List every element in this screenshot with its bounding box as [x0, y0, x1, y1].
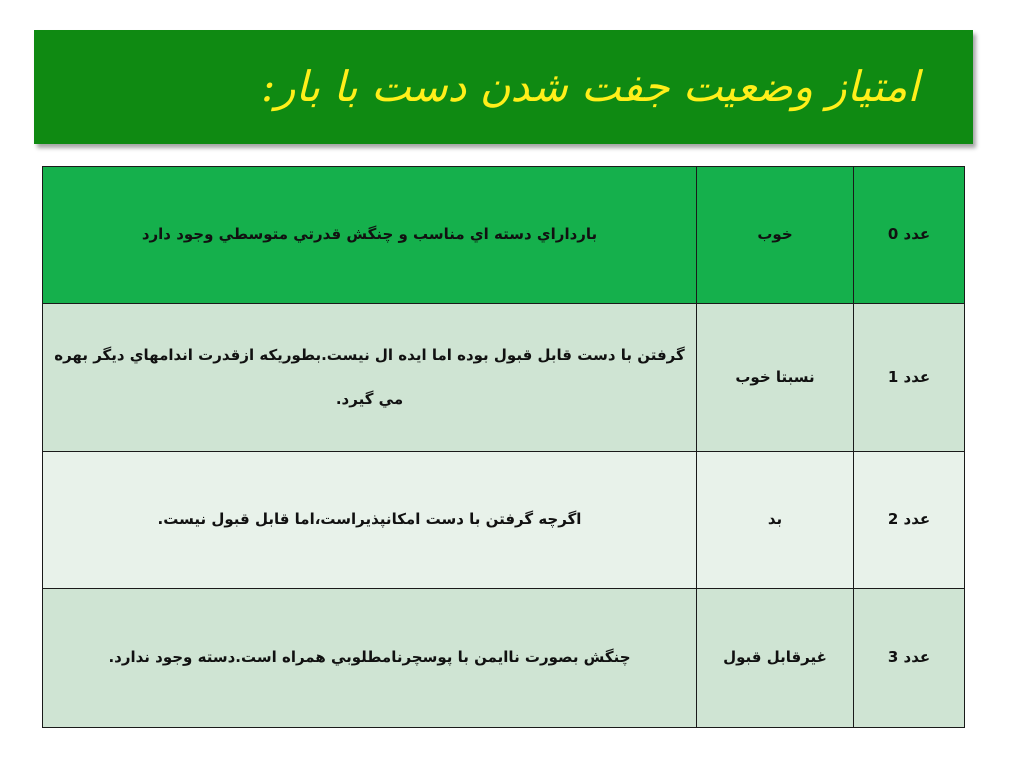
- score-cell: عدد 3: [854, 589, 965, 728]
- description-cell: اگرچه گرفتن با دست امکانپذیراست،اما قابل قبول نیست.: [43, 452, 697, 589]
- coupling-score-table: [42, 166, 965, 728]
- score-cell: عدد 2: [854, 452, 965, 589]
- table-row: [43, 452, 965, 589]
- description-cell: چنگش بصورت نا‌ایمن با پوسچرنامطلوبي همراه است.دسته وجود ندارد.: [43, 589, 697, 728]
- table-row: [43, 589, 965, 728]
- table-row: [43, 304, 965, 452]
- description-cell: بارداراي دسته اي مناسب و چنگش قدرتي متوسطي وجود دارد: [43, 167, 697, 304]
- description-cell: گرفتن با دست قابل قبول بوده اما ایده ال نیست.بطوریکه ازقدرت اندامهاي ديگر بهره مي گيرد.: [43, 304, 697, 452]
- score-cell: عدد 1: [854, 304, 965, 452]
- slide-title: امتیاز وضعیت جفت شدن دست با بار:: [261, 62, 919, 111]
- level-cell: غیرقابل قبول: [697, 589, 854, 728]
- level-cell: بد: [697, 452, 854, 589]
- table-row: [43, 167, 965, 304]
- level-cell: خوب: [697, 167, 854, 304]
- title-banner: [34, 30, 973, 144]
- score-cell: عدد 0: [854, 167, 965, 304]
- level-cell: نسبتا خوب: [697, 304, 854, 452]
